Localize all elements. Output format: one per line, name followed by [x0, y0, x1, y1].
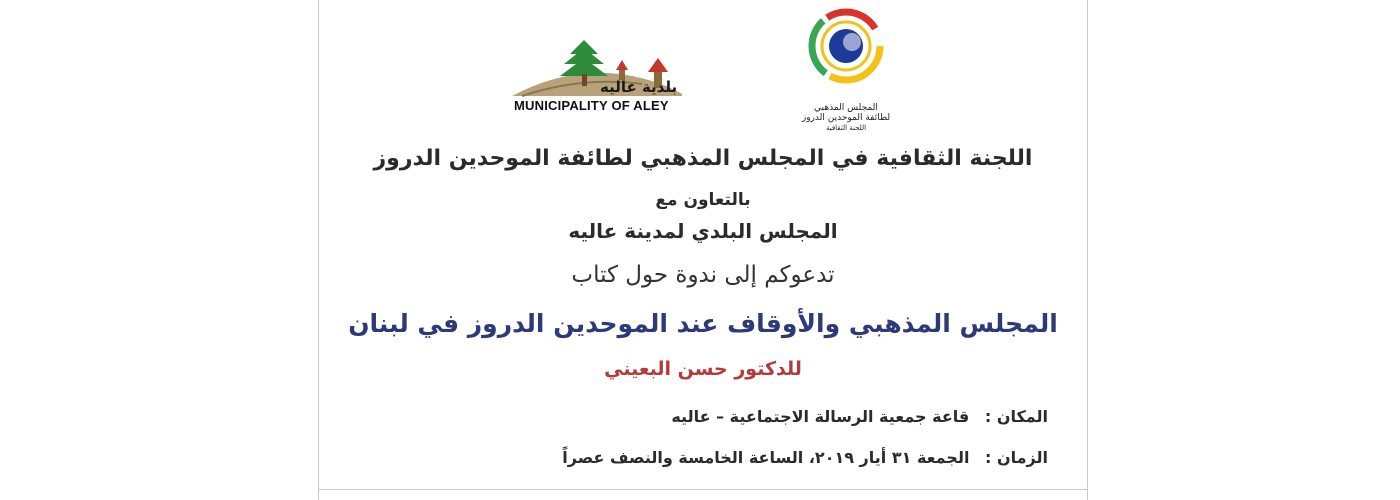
place-value: قاعة جمعية الرسالة الاجتماعية – عاليه [671, 407, 970, 426]
council-emblem-icon [804, 4, 888, 88]
aley-english-name: MUNICIPALITY OF ALEY [514, 98, 669, 113]
time-row [562, 448, 1048, 467]
druze-council-logo [796, 4, 896, 134]
book-title: المجلس المذهبي والأوقاف عند الموحدين الدروز في لبنان [348, 309, 1058, 338]
council-caption-line: اللجنة الثقافية [825, 124, 867, 132]
aley-arabic-name: بلدية عاليه [600, 78, 678, 96]
place-row [671, 407, 1048, 426]
organizer-heading: اللجنة الثقافية في المجلس المذهبي لطائفة الموحدين الدروز [373, 146, 1033, 171]
time-value: الجمعة ٣١ أيار ٢٠١٩، الساعة الخامسة والنصف عصراً [562, 448, 970, 467]
place-label: المكان : [984, 407, 1048, 426]
time-label: الزمان : [985, 448, 1048, 467]
aley-municipality-logo [512, 36, 692, 124]
council-caption-line: المجلس المذهبي [814, 103, 878, 113]
partner-heading: المجلس البلدي لمدينة عاليه [568, 219, 838, 243]
council-caption-line: لطائفة الموحدين الدروز [801, 113, 891, 123]
cooperation-text: بالتعاون مع [655, 190, 751, 210]
divider [318, 489, 1088, 490]
invite-line: تدعوكم إلى ندوة حول كتاب [571, 262, 835, 288]
author-name: للدكتور حسن البعيني [604, 358, 802, 380]
